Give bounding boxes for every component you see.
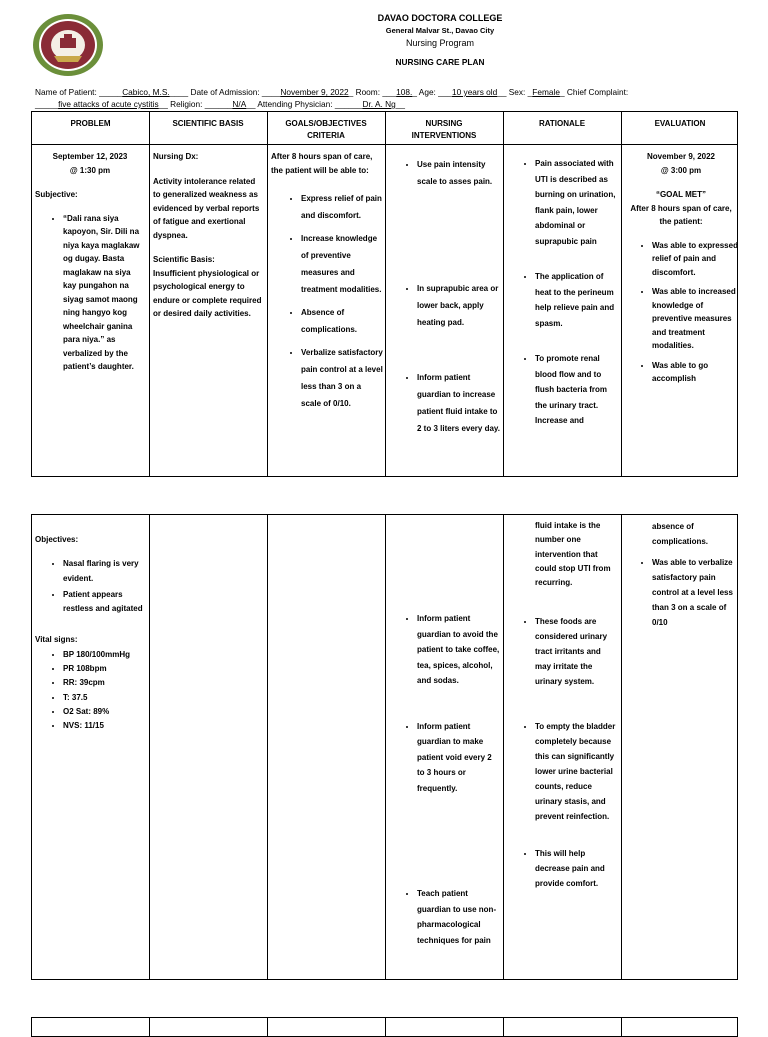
- evaluation-item: • Was able to expressed relief of pain and discomfort.: [652, 239, 738, 280]
- objectives-cell: [35, 533, 147, 734]
- intervention-item: • Inform patient guardian to make patient void every 2 to 3 hours or frequently.: [417, 719, 501, 797]
- religion: N/A: [232, 99, 247, 109]
- nursing-dx: Activity intolerance related to generalized weakness as evidenced by verbal reports of fatigue and exertional dyspnea.: [153, 176, 260, 240]
- room-number: 108.: [396, 87, 413, 97]
- objective-item: • Nasal flaring is very evident.: [63, 557, 147, 586]
- rationale-item: • Pain associated with UTI is described as burning on urination, flank pain, lower abdominal or suprapubic pain: [535, 156, 619, 249]
- rationale-item: • To empty the bladder completely because this can significantly lower urine bacterial counts, reduce urinary stasis, and prevent reinfection.: [535, 719, 619, 824]
- rationale-cell: [507, 156, 619, 435]
- evaluation-cell: [624, 150, 738, 392]
- evaluation-date: November 9, 2022: [646, 152, 716, 161]
- goal-item: • Verbalize satisfactory pain control at a level less than 3 on a scale of 0/10.: [301, 344, 383, 412]
- evaluation-item: • Was able to increased knowledge of preventive measures and treatment modalities.: [652, 285, 738, 353]
- intervention-item: • Use pain intensity scale to asses pain.: [417, 156, 501, 190]
- interventions-cell-2: [389, 611, 501, 954]
- scientific-basis-cell: [153, 150, 263, 321]
- column-header-problem: PROBLEM: [70, 119, 111, 128]
- scientific-basis-text: Insufficient physiological or psychological energy to endure or complete required or desired daily activities.: [153, 268, 262, 318]
- scientific-basis-label: Scientific Basis:: [153, 255, 215, 264]
- patient-info-line-2: _____five attacks of acute cystitis__ Religion: ______N/A__ Attending Physician: ______Dr. A. Ng__: [35, 99, 405, 109]
- vital-sign-item: • O2 Sat: 89%: [63, 705, 147, 719]
- rationale-cell-2: [507, 519, 619, 897]
- evaluation-time: @ 3:00 pm: [660, 165, 702, 175]
- patient-info-line-1: Name of Patient: _____Cabico, M.S.____ Date of Admission: ____November 9, 2022_ Room: ___108._ Age: ___10 years old__ Sex: _Female_ Chief Complaint:: [35, 87, 629, 97]
- care-plan-table-page-3: [31, 1017, 738, 1037]
- subjective-label: Subjective:: [35, 190, 78, 199]
- column-header-goals: GOALS/OBJECTIVES CRITERIA: [285, 119, 367, 140]
- patient-sex: Female: [532, 87, 560, 97]
- intervention-item: • In suprapubic area or lower back, apply heating pad.: [417, 280, 501, 331]
- objective-item: • Patient appears restless and agitated: [63, 588, 147, 617]
- rationale-item: • These foods are considered urinary tract irritants and may irritate the urinary system.: [535, 614, 619, 689]
- patient-age: 10 years old: [452, 87, 498, 97]
- vital-sign-item: • RR: 39cpm: [63, 676, 147, 690]
- column-header-interventions: NURSING INTERVENTIONS: [411, 119, 477, 140]
- goals-intro: After 8 hours span of care, the patient will be able to:: [271, 152, 373, 175]
- program-name: Nursing Program: [405, 38, 475, 48]
- college-seal-logo: [30, 12, 106, 78]
- evaluation-item: • Was able to verbalize satisfactory pain control at a level less than 3 on a scale of 0/10: [652, 555, 738, 630]
- rationale-item: • To promote renal blood flow and to flush bacteria from the urinary tract. Increase and: [535, 351, 619, 429]
- document-title: NURSING CARE PLAN: [395, 57, 485, 67]
- patient-name: Cabico, M.S.: [122, 87, 170, 97]
- nursing-dx-label: Nursing Dx:: [153, 152, 199, 161]
- goals-cell: [271, 150, 383, 418]
- interventions-cell: [389, 156, 501, 443]
- objectives-label: Objectives:: [35, 535, 79, 544]
- column-header-scientific-basis: SCIENTIFIC BASIS: [172, 119, 244, 128]
- evaluation-intro: After 8 hours span of care, the patient:: [630, 203, 732, 226]
- goal-status: “GOAL MET”: [655, 190, 707, 199]
- problem-time: @ 1:30 pm: [69, 165, 111, 175]
- evaluation-continuation: absence of complications.: [652, 522, 709, 546]
- college-name: DAVAO DOCTORA COLLEGE: [377, 13, 503, 23]
- vital-signs-label: Vital signs:: [35, 635, 78, 645]
- subjective-quote: “Dali rana siya kapoyon, Sir. Dili na niya kaya maglakaw og dugay. Basta maglakaw na siya kay pungahon na siyag samot maong ning hangyo kog wheelchair ganina para niya.”: [63, 213, 140, 344]
- rationale-item: • The application of heat to the perineum help relieve pain and spasm.: [535, 269, 619, 331]
- evaluation-cell-2: [624, 519, 738, 636]
- column-header-rationale: RATIONALE: [538, 119, 586, 128]
- table-header-row: [32, 112, 737, 145]
- evaluation-item: • Was able to go accomplish: [652, 359, 738, 386]
- care-plan-table-page-2: [31, 514, 738, 980]
- intervention-item: • Inform patient guardian to avoid the patient to take coffee, tea, spices, alcohol, and sodas.: [417, 611, 501, 689]
- care-plan-table-page-1: [31, 111, 738, 477]
- chief-complaint: five attacks of acute cystitis: [58, 99, 159, 109]
- intervention-item: • Teach patient guardian to use non-pharmacological techniques for pain: [417, 886, 501, 948]
- problem-cell: September 12, 2023 @ 1:30 pm Subjective: • “Dali rana siya kapoyon, Sir. Dili na niya kaya maglakaw og dugay. Basta maglakaw na siya kay pungahon na siyag samot maong ning hangyo kog wheelchair ganina para niya.” as verbalized by the patient’s daughter.: [35, 150, 145, 380]
- vital-sign-item: • BP 180/100mmHg: [63, 648, 147, 662]
- college-address: General Malvar St., Davao City: [385, 26, 495, 35]
- attending-physician: Dr. A. Ng: [362, 99, 396, 109]
- goal-item: • Increase knowledge of preventive measures and treatment modalities.: [301, 230, 383, 298]
- vital-sign-item: • T: 37.5: [63, 691, 147, 705]
- rationale-item: • This will help decrease pain and provide comfort.: [535, 846, 619, 891]
- intervention-item: • Inform patient guardian to increase patient fluid intake to 2 to 3 liters every day.: [417, 369, 501, 437]
- vital-sign-item: • NVS: 11/15: [63, 719, 147, 733]
- admission-date: November 9, 2022: [280, 87, 349, 97]
- vital-sign-item: • PR 108bpm: [63, 662, 147, 676]
- goal-item: • Express relief of pain and discomfort.: [301, 190, 383, 224]
- problem-date: September 12, 2023: [52, 152, 128, 161]
- column-header-evaluation: EVALUATION: [654, 119, 706, 128]
- rationale-continuation: fluid intake is the number one intervention that could stop UTI from recurring.: [535, 521, 611, 588]
- goal-item: • Absence of complications.: [301, 304, 383, 338]
